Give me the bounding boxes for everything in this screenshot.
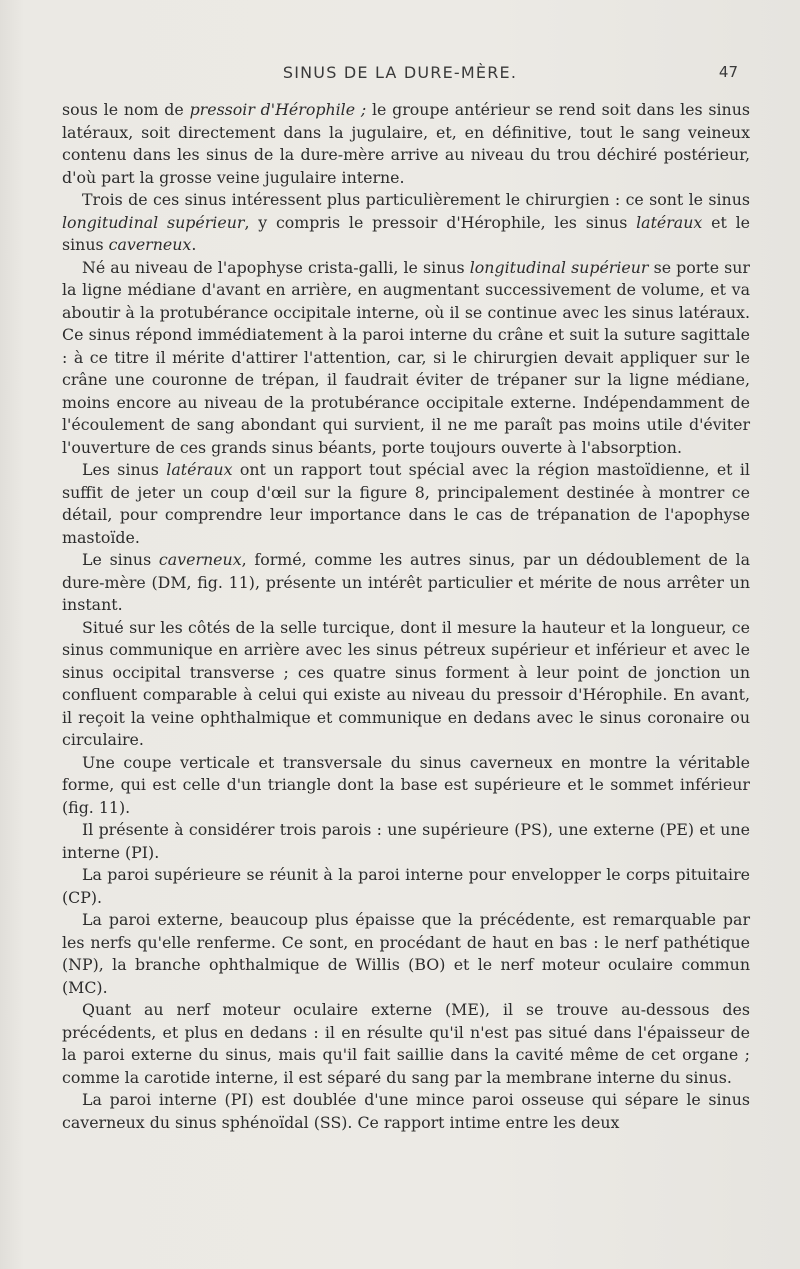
- paragraph: La paroi supérieure se réunit à la paroi interne pour envelopper le corps pituitaire (CP).: [62, 865, 750, 907]
- paragraph: La paroi externe, beaucoup plus épaisse que la précédente, est remarquable par les nerfs qu'elle renferme. Ce sont, en procédant de haut en bas : le nerf pathétique (NP), la branche ophthalmique de Willis (BO) et le nerf moteur oculaire commun (MC).: [62, 910, 750, 997]
- paragraph: sous le nom de pressoir d'Hérophile ; le groupe antérieur se rend soit dans les sinus latéraux, soit directement dans la jugulaire, et, en définitive, tout le sang veineux contenu dans les sinus de la dure-mère arrive au niveau du trou déchiré postérieur, d'où part la grosse veine jugulaire interne.: [62, 100, 750, 187]
- paragraph: Trois de ces sinus intéressent plus particulièrement le chirurgien : ce sont le sinus longitudinal supérieur, y compris le pressoir d'Hérophile, les sinus latéraux et le sinus caverneux.: [62, 190, 750, 254]
- paragraph: La paroi interne (PI) est doublée d'une mince paroi osseuse qui sépare le sinus caverneux du sinus sphénoïdal (SS). Ce rapport intime entre les deux: [62, 1090, 750, 1132]
- running-title: SINUS DE LA DURE-MÈRE.: [282, 63, 518, 82]
- paragraph: Les sinus latéraux ont un rapport tout spécial avec la région mastoïdienne, et il suffit de jeter un coup d'œil sur la figure 8, principalement destinée à montrer ce détail, pour comprendre leur importance dans le cas de trépanation de l'apophyse mastoïde.: [62, 460, 750, 547]
- page-number: 47: [718, 63, 738, 81]
- paragraph: Quant au nerf moteur oculaire externe (ME), il se trouve au-dessous des précédents, et plus en dedans : il en résulte qu'il n'est pas situé dans l'épaisseur de la paroi externe du sinus, mais qu'il fait saillie dans la cavité même de cet organe ; comme la carotide interne, il est séparé du sang par la membrane interne du sinus.: [62, 1000, 750, 1087]
- paragraph: Né au niveau de l'apophyse crista-galli, le sinus longitudinal supérieur se porte sur la ligne médiane d'avant en arrière, en augmentant successivement de volume, et va aboutir à la protubérance occipitale interne, où il se continue avec les sinus latéraux. Ce sinus répond immédiatement à la paroi interne du crâne et suit la suture sagittale : à ce titre il mérite d'attirer l'attention, car, si le chirurgien devait appliquer sur le crâne une couronne de trépan, il faudrait éviter de trépaner sur la ligne médiane, moins encore au niveau de la protubérance occipitale externe. Indépendamment de l'écoulement de sang abondant qui survient, il ne me paraît pas moins utile d'éviter l'ouverture de ces grands sinus béants, porte toujours ouverte à l'absorption.: [62, 257, 750, 457]
- paragraph: Situé sur les côtés de la selle turcique, dont il mesure la hauteur et la longueur, ce sinus communique en arrière avec les sinus pétreux supérieur et inférieur et avec le sinus occipital transverse ; ces quatre sinus forment à leur point de jonction un confluent comparable à celui qui existe au niveau du pressoir d'Hérophile. En avant, il reçoit la veine ophthalmique et communique en dedans avec le sinus coronaire ou circulaire.: [62, 617, 750, 749]
- paragraph: Une coupe verticale et transversale du sinus caverneux en montre la véritable forme, qui est celle d'un triangle dont la base est supérieure et le sommet inférieur (fig. 11).: [62, 752, 750, 817]
- paragraph: Le sinus caverneux, formé, comme les autres sinus, par un dédoublement de la dure-mère (DM, fig. 11), présente un intérêt particulier et mérite de nous arrêter un instant.: [62, 550, 750, 614]
- page-header: [0, 63, 800, 87]
- paragraph: Il présente à considérer trois parois : une supérieure (PS), une externe (PE) et une interne (PI).: [62, 820, 750, 862]
- body-text: [62, 99, 750, 1134]
